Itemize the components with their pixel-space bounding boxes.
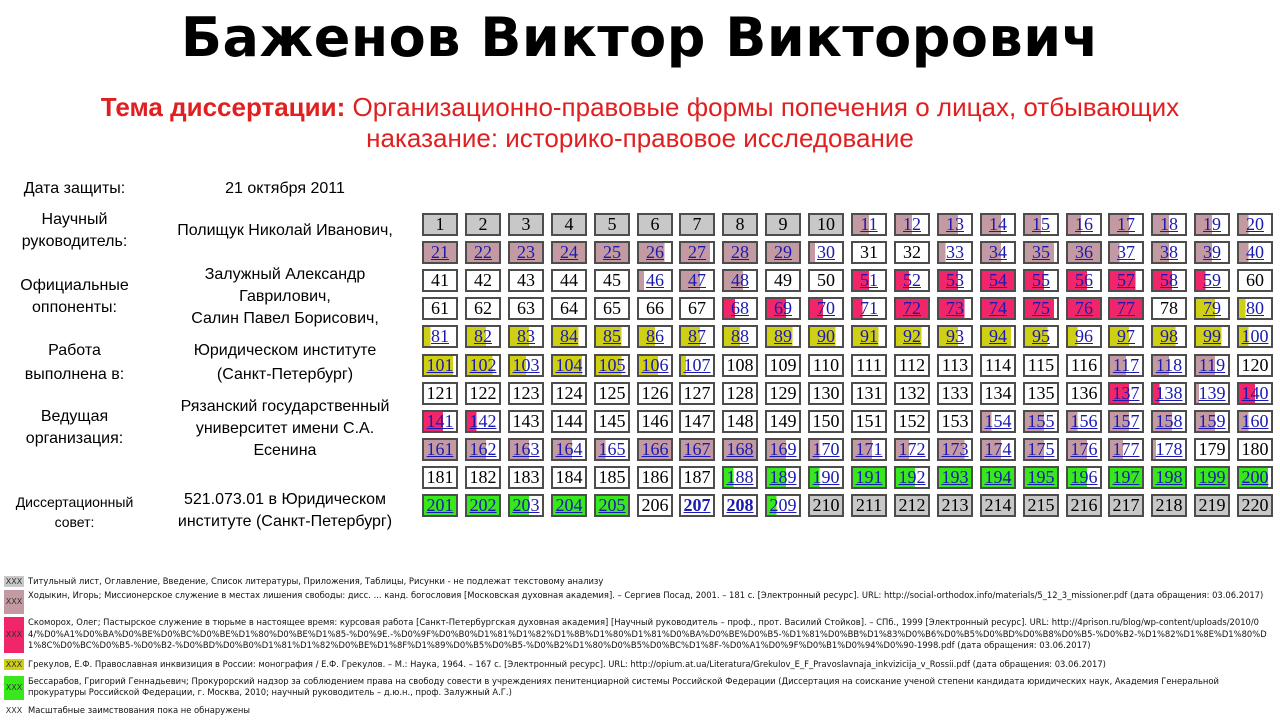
page-cell-84[interactable]: 84 (551, 325, 587, 348)
page-cell-90[interactable]: 90 (808, 325, 844, 348)
page-cell-5: 5 (594, 213, 630, 236)
page-cell-41: 41 (422, 269, 458, 292)
page-cell-178[interactable]: 178 (1151, 438, 1187, 461)
page-cell-45: 45 (594, 269, 630, 292)
page-cell-211: 211 (851, 494, 887, 517)
page-cell-31: 31 (851, 241, 887, 264)
page-cell-98[interactable]: 98 (1151, 325, 1187, 348)
page-cell-72[interactable]: 72 (894, 297, 930, 320)
page-cell-194[interactable]: 194 (980, 466, 1016, 489)
page-cell-15[interactable]: 15 (1023, 213, 1059, 236)
page-cell-97[interactable]: 97 (1108, 325, 1144, 348)
page-cell-121: 121 (422, 382, 458, 405)
page-cell-119[interactable]: 119 (1194, 354, 1230, 377)
page-cell-69[interactable]: 69 (765, 297, 801, 320)
page-cell-136: 136 (1066, 382, 1102, 405)
page-cell-100[interactable]: 100 (1237, 325, 1273, 348)
page-cell-168[interactable]: 168 (722, 438, 758, 461)
page-cell-87[interactable]: 87 (679, 325, 715, 348)
legend-item (4, 676, 1274, 700)
page-cell-63: 63 (508, 297, 544, 320)
page-cell-142[interactable]: 142 (465, 410, 501, 433)
page-cell-219: 219 (1194, 494, 1230, 517)
work-label-1: Работа (48, 342, 101, 359)
page-cell-207[interactable]: 207 (679, 494, 715, 517)
page-cell-17[interactable]: 17 (1108, 213, 1144, 236)
page-cell-159[interactable]: 159 (1194, 410, 1230, 433)
page-cell-68[interactable]: 68 (722, 297, 758, 320)
page-cell-215: 215 (1023, 494, 1059, 517)
advisor-label-1: Научный (41, 211, 108, 228)
page-cell-199[interactable]: 199 (1194, 466, 1230, 489)
page-cell-67: 67 (679, 297, 715, 320)
page-cell-66: 66 (637, 297, 673, 320)
page-cell-200[interactable]: 200 (1237, 466, 1273, 489)
page-cell-54[interactable]: 54 (980, 269, 1016, 292)
dissertation-topic (20, 92, 1260, 154)
page-cell-26[interactable]: 26 (637, 241, 673, 264)
page-cell-166[interactable]: 166 (637, 438, 673, 461)
legend-color-swatch: XXX (5, 577, 23, 586)
page-cell-185: 185 (594, 466, 630, 489)
page-cell-123: 123 (508, 382, 544, 405)
work-value-2: (Санкт-Петербург) (216, 366, 354, 383)
page-cell-116: 116 (1066, 354, 1102, 377)
page-cell-88[interactable]: 88 (722, 325, 758, 348)
page-cell-179: 179 (1194, 438, 1230, 461)
page-cell-93[interactable]: 93 (937, 325, 973, 348)
opponents-label-2: оппоненты: (32, 299, 117, 316)
page-cell-16[interactable]: 16 (1066, 213, 1102, 236)
page-cell-70[interactable]: 70 (808, 297, 844, 320)
page-cell-190[interactable]: 190 (808, 466, 844, 489)
page-cell-144: 144 (551, 410, 587, 433)
page-cell-3: 3 (508, 213, 544, 236)
legend-text: Грекулов, Е.Ф. Православная инквизиция в России: монография / Е.Ф. Грекулов. – М.: Наука, 1964. – 167 с. [Электронный ресурс]. URL: http://opium.at.ua/Literatura/Grekulov_E_F_Pravoslavnaja_inkvizicija_v_Rossii.pdf (дата обращения: 03.06.2017) (28, 659, 1106, 669)
page-cell-113: 113 (937, 354, 973, 377)
legend-text: Бессарабов, Григорий Геннадьевич; Прокурорский надзор за соблюдением права на свободу совести в учреждениях пенитенциарной системы Российской Федерации (Диссертация на соискание ученой степени кандидата юридических наук, Академия Генеральной прокуратуры Российской Федерации, г. Москва, 2010; научный руководитель – д.ю.н., проф. Залужный А.Г.) (28, 676, 1219, 697)
page-cell-205[interactable]: 205 (594, 494, 630, 517)
page-cell-170[interactable]: 170 (808, 438, 844, 461)
legend-text: Титульный лист, Оглавление, Введение, Список литературы, Приложения, Таблицы, Рисунки - не подлежат текстовому анализу (28, 576, 604, 586)
page-cell-158[interactable]: 158 (1151, 410, 1187, 433)
page-cell-94[interactable]: 94 (980, 325, 1016, 348)
topic-line-1: Организационно-правовые формы попечения о лицах, отбывающих (352, 92, 1180, 122)
page-cell-86[interactable]: 86 (637, 325, 673, 348)
legend-color-swatch: XXX (5, 706, 23, 715)
page-cell-189[interactable]: 189 (765, 466, 801, 489)
page-cell-217: 217 (1108, 494, 1144, 517)
page-cell-187: 187 (679, 466, 715, 489)
page-cell-149: 149 (765, 410, 801, 433)
page-cell-73[interactable]: 73 (937, 297, 973, 320)
opponents-label-1: Официальные (20, 277, 129, 294)
page-cell-201[interactable]: 201 (422, 494, 458, 517)
opponents-value-3: Салин Павел Борисович, (191, 310, 379, 327)
work-value-1: Юридическом институте (193, 342, 377, 359)
page-cell-115: 115 (1023, 354, 1059, 377)
page-cell-103[interactable]: 103 (508, 354, 544, 377)
page-cell-71[interactable]: 71 (851, 297, 887, 320)
lead-org-value-3: Есенина (253, 442, 317, 459)
page-cell-134: 134 (980, 382, 1016, 405)
lead-org-value-2: университет имени С.А. (195, 420, 375, 437)
page-cell-76[interactable]: 76 (1066, 297, 1102, 320)
page-cell-13[interactable]: 13 (937, 213, 973, 236)
page-cell-188[interactable]: 188 (722, 466, 758, 489)
legend-item (4, 576, 1274, 587)
page-cell-162[interactable]: 162 (465, 438, 501, 461)
page-similarity-grid (422, 213, 1278, 521)
page-cell-148: 148 (722, 410, 758, 433)
page-cell-213: 213 (937, 494, 973, 517)
page-cell-56[interactable]: 56 (1066, 269, 1102, 292)
page-cell-95[interactable]: 95 (1023, 325, 1059, 348)
page-cell-129: 129 (765, 382, 801, 405)
lead-org-label-1: Ведущая (40, 408, 109, 425)
page-cell-110: 110 (808, 354, 844, 377)
page-cell-114: 114 (980, 354, 1016, 377)
page-cell-130: 130 (808, 382, 844, 405)
page-cell-210: 210 (808, 494, 844, 517)
page-cell-176[interactable]: 176 (1066, 438, 1102, 461)
page-cell-156[interactable]: 156 (1066, 410, 1102, 433)
page-cell-51[interactable]: 51 (851, 269, 887, 292)
page-cell-2: 2 (465, 213, 501, 236)
page-cell-1: 1 (422, 213, 458, 236)
page-cell-39[interactable]: 39 (1194, 241, 1230, 264)
page-cell-108: 108 (722, 354, 758, 377)
page-cell-4: 4 (551, 213, 587, 236)
page-cell-182: 182 (465, 466, 501, 489)
page-cell-106[interactable]: 106 (637, 354, 673, 377)
page-cell-135: 135 (1023, 382, 1059, 405)
page-cell-107[interactable]: 107 (679, 354, 715, 377)
page-cell-91[interactable]: 91 (851, 325, 887, 348)
page-cell-27[interactable]: 27 (679, 241, 715, 264)
page-cell-49: 49 (765, 269, 801, 292)
page-cell-75[interactable]: 75 (1023, 297, 1059, 320)
page-cell-147: 147 (679, 410, 715, 433)
legend-item (4, 617, 1274, 653)
page-cell-220: 220 (1237, 494, 1273, 517)
page-cell-83[interactable]: 83 (508, 325, 544, 348)
page-cell-131: 131 (851, 382, 887, 405)
page-cell-124: 124 (551, 382, 587, 405)
page-cell-50: 50 (808, 269, 844, 292)
page-cell-43: 43 (508, 269, 544, 292)
work-label-2: выполнена в: (24, 366, 125, 383)
page-cell-151: 151 (851, 410, 887, 433)
page-cell-28[interactable]: 28 (722, 241, 758, 264)
page-cell-89[interactable]: 89 (765, 325, 801, 348)
page-cell-198[interactable]: 198 (1151, 466, 1187, 489)
council-value-1: 521.073.01 в Юридическом (183, 491, 387, 508)
page-cell-42: 42 (465, 269, 501, 292)
page-cell-214: 214 (980, 494, 1016, 517)
page-cell-174[interactable]: 174 (980, 438, 1016, 461)
legend-text: Ходыкин, Игорь; Миссионерское служение в местах лишения свободы: дисс. ... канд. богословия [Московская духовная академия]. – Сергиев Посад, 2001. – 181 с. [Электронный ресурс]. URL: http://social-orthodox.info/materials/5_12_3_missioner.pdf (дата обращения: 03.06.2017) (28, 590, 1264, 600)
page-cell-133: 133 (937, 382, 973, 405)
page-cell-32: 32 (894, 241, 930, 264)
page-cell-183: 183 (508, 466, 544, 489)
page-cell-191[interactable]: 191 (851, 466, 887, 489)
page-cell-155[interactable]: 155 (1023, 410, 1059, 433)
page-cell-160[interactable]: 160 (1237, 410, 1273, 433)
opponents-value-2: Гаврилович, (239, 288, 331, 305)
legend-color-swatch: XXX (4, 617, 24, 653)
page-cell-61: 61 (422, 297, 458, 320)
page-cell-14[interactable]: 14 (980, 213, 1016, 236)
page-cell-216: 216 (1066, 494, 1102, 517)
page-cell-150: 150 (808, 410, 844, 433)
page-cell-78: 78 (1151, 297, 1187, 320)
page-cell-80[interactable]: 80 (1237, 297, 1273, 320)
page-cell-152: 152 (894, 410, 930, 433)
legend-color-swatch: XXX (4, 590, 24, 614)
page-cell-59[interactable]: 59 (1194, 269, 1230, 292)
page-cell-99[interactable]: 99 (1194, 325, 1230, 348)
page-cell-122: 122 (465, 382, 501, 405)
page-cell-132: 132 (894, 382, 930, 405)
page-cell-10: 10 (808, 213, 844, 236)
page-cell-22[interactable]: 22 (465, 241, 501, 264)
page-cell-8: 8 (722, 213, 758, 236)
page-cell-35[interactable]: 35 (1023, 241, 1059, 264)
page-cell-204[interactable]: 204 (551, 494, 587, 517)
page-cell-104[interactable]: 104 (551, 354, 587, 377)
page-cell-195[interactable]: 195 (1023, 466, 1059, 489)
page-cell-37[interactable]: 37 (1108, 241, 1144, 264)
page-cell-138[interactable]: 138 (1151, 382, 1187, 405)
topic-line-2: наказание: историко-правовое исследование (366, 123, 914, 153)
page-cell-52[interactable]: 52 (894, 269, 930, 292)
page-cell-153: 153 (937, 410, 973, 433)
page-cell-143: 143 (508, 410, 544, 433)
page-cell-177[interactable]: 177 (1108, 438, 1144, 461)
page-cell-105[interactable]: 105 (594, 354, 630, 377)
page-cell-25[interactable]: 25 (594, 241, 630, 264)
page-cell-40[interactable]: 40 (1237, 241, 1273, 264)
page-cell-173[interactable]: 173 (937, 438, 973, 461)
page-cell-139[interactable]: 139 (1194, 382, 1230, 405)
page-cell-47[interactable]: 47 (679, 269, 715, 292)
page-cell-197[interactable]: 197 (1108, 466, 1144, 489)
page-cell-20[interactable]: 20 (1237, 213, 1273, 236)
page-cell-111: 111 (851, 354, 887, 377)
page-cell-175[interactable]: 175 (1023, 438, 1059, 461)
page-cell-165[interactable]: 165 (594, 438, 630, 461)
page-cell-57[interactable]: 57 (1108, 269, 1144, 292)
page-cell-120: 120 (1237, 354, 1273, 377)
page-cell-117[interactable]: 117 (1108, 354, 1144, 377)
page-cell-126: 126 (637, 382, 673, 405)
page-cell-74[interactable]: 74 (980, 297, 1016, 320)
page-cell-102[interactable]: 102 (465, 354, 501, 377)
page-cell-34[interactable]: 34 (980, 241, 1016, 264)
page-cell-180: 180 (1237, 438, 1273, 461)
page-cell-92[interactable]: 92 (894, 325, 930, 348)
page-cell-81[interactable]: 81 (422, 325, 458, 348)
page-cell-192[interactable]: 192 (894, 466, 930, 489)
legend-item (4, 659, 1274, 670)
page-cell-62: 62 (465, 297, 501, 320)
page-cell-64: 64 (551, 297, 587, 320)
page-cell-206: 206 (637, 494, 673, 517)
page-cell-21[interactable]: 21 (422, 241, 458, 264)
page-cell-193[interactable]: 193 (937, 466, 973, 489)
page-cell-82[interactable]: 82 (465, 325, 501, 348)
page-cell-96[interactable]: 96 (1066, 325, 1102, 348)
council-label-2: совет: (54, 514, 95, 530)
page-cell-202[interactable]: 202 (465, 494, 501, 517)
page-cell-146: 146 (637, 410, 673, 433)
page-cell-18[interactable]: 18 (1151, 213, 1187, 236)
page-cell-11[interactable]: 11 (851, 213, 887, 236)
legend-item (4, 590, 1274, 614)
page-cell-58[interactable]: 58 (1151, 269, 1187, 292)
page-cell-127: 127 (679, 382, 715, 405)
defense-date-value: 21 октября 2011 (225, 180, 345, 197)
page-cell-186: 186 (637, 466, 673, 489)
page-cell-118[interactable]: 118 (1151, 354, 1187, 377)
page-cell-53[interactable]: 53 (937, 269, 973, 292)
page-cell-12[interactable]: 12 (894, 213, 930, 236)
page-cell-36[interactable]: 36 (1066, 241, 1102, 264)
page-cell-24[interactable]: 24 (551, 241, 587, 264)
page-cell-125: 125 (594, 382, 630, 405)
legend-text: Масштабные заимствования пока не обнаружены (28, 705, 250, 715)
page-cell-101[interactable]: 101 (422, 354, 458, 377)
page-cell-163[interactable]: 163 (508, 438, 544, 461)
page-cell-79[interactable]: 79 (1194, 297, 1230, 320)
page-cell-157[interactable]: 157 (1108, 410, 1144, 433)
legend-color-swatch: XXX (5, 660, 23, 669)
legend-color-swatch: XXX (4, 676, 24, 700)
page-cell-141[interactable]: 141 (422, 410, 458, 433)
legend-item (4, 705, 1274, 716)
page-cell-164[interactable]: 164 (551, 438, 587, 461)
page-cell-85[interactable]: 85 (594, 325, 630, 348)
page-cell-65: 65 (594, 297, 630, 320)
page-cell-209[interactable]: 209 (765, 494, 801, 517)
page-cell-46[interactable]: 46 (637, 269, 673, 292)
page-cell-218: 218 (1151, 494, 1187, 517)
page-cell-48[interactable]: 48 (722, 269, 758, 292)
page-cell-169[interactable]: 169 (765, 438, 801, 461)
page-cell-60: 60 (1237, 269, 1273, 292)
page-cell-128: 128 (722, 382, 758, 405)
page-cell-23[interactable]: 23 (508, 241, 544, 264)
council-label-1: Диссертационный (15, 494, 134, 510)
page-cell-19[interactable]: 19 (1194, 213, 1230, 236)
topic-label: Тема диссертации: (100, 92, 346, 122)
page-cell-112: 112 (894, 354, 930, 377)
page-cell-38[interactable]: 38 (1151, 241, 1187, 264)
advisor-label-2: руководитель: (21, 233, 128, 250)
page-cell-161[interactable]: 161 (422, 438, 458, 461)
page-cell-29[interactable]: 29 (765, 241, 801, 264)
lead-org-value-1: Рязанский государственный (180, 398, 390, 415)
page-cell-196[interactable]: 196 (1066, 466, 1102, 489)
page-cell-212: 212 (894, 494, 930, 517)
advisor-value: Полищук Николай Иванович, (177, 222, 393, 239)
page-cell-9: 9 (765, 213, 801, 236)
legend-text: Скоморох, Олег; Пастырское служение в тюрьме в настоящее время: курсовая работа [Санкт-Петербургская духовная академия] [Научный руководитель – проф., прот. Василий Стойков]. – СПб., 1999 [Электронный ресурс]. URL: http://4prison.ru/blog/wp-content/uploads/2010/04/%D0%A1%D0%BA%D0%BE%D0%BC%D0%BE%D1%80%D0%BE%D1%85-%D0%9E.-%D0%9F%D0%B0%D1%81%D1%82%D1%8B%D1%80%D1%81%D0%BA%D0%BE%D0%B5-%D1%81%D0%BB%D1%83%D0%B6%D0%B5%D0%BD%D0%B8%D0%B5-%D0%B2-%D1%82%D1%8E%D1%80%D1%8C%D0%BC%D0%B5-%D0%B2-%D0%BD%D0%B0%D1%81%D1%82%D0%BE%D1%8F%D1%89%D0%B5%D0%B5-%D0%B2%D1%80%D0%B5%D0%BC%D1%8F-%D0%A1%D0%9F%D0%B1%D0%94%D0%90-1998.pdf (дата обращения: 03.06.2017) (28, 617, 1267, 650)
page-cell-30[interactable]: 30 (808, 241, 844, 264)
page-cell-171[interactable]: 171 (851, 438, 887, 461)
page-cell-154[interactable]: 154 (980, 410, 1016, 433)
page-cell-77[interactable]: 77 (1108, 297, 1144, 320)
council-value-2: институте (Санкт-Петербург) (177, 513, 393, 530)
page-cell-109: 109 (765, 354, 801, 377)
page-cell-203[interactable]: 203 (508, 494, 544, 517)
page-cell-184: 184 (551, 466, 587, 489)
page-cell-167[interactable]: 167 (679, 438, 715, 461)
defense-date-label: Дата защиты: (23, 180, 126, 197)
page-cell-55[interactable]: 55 (1023, 269, 1059, 292)
page-cell-33[interactable]: 33 (937, 241, 973, 264)
page-cell-208[interactable]: 208 (722, 494, 758, 517)
page-cell-181: 181 (422, 466, 458, 489)
page-cell-6: 6 (637, 213, 673, 236)
lead-org-label-2: организация: (25, 430, 124, 447)
page-cell-137[interactable]: 137 (1108, 382, 1144, 405)
page-cell-172[interactable]: 172 (894, 438, 930, 461)
page-cell-7: 7 (679, 213, 715, 236)
opponents-value-1: Залужный Александр (204, 266, 366, 283)
page-cell-145: 145 (594, 410, 630, 433)
author-name: Баженов Виктор Викторович (180, 6, 1100, 69)
page-cell-44: 44 (551, 269, 587, 292)
page-cell-140[interactable]: 140 (1237, 382, 1273, 405)
